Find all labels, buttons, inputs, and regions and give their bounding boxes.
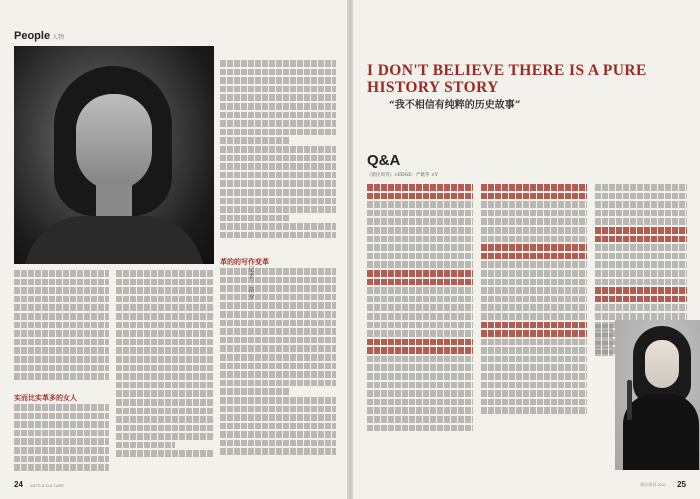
section-tag: People 人物 <box>14 30 65 42</box>
headline-en: I DON'T BELIEVE THERE IS A PURE HISTORY STORY <box>367 62 647 96</box>
vertical-caption: 记者：苗夕 <box>247 266 254 301</box>
body-text-column-1b <box>14 404 109 473</box>
speaker-photo <box>615 320 700 470</box>
qa-column-2 <box>481 184 587 416</box>
page-footer: ARTS & CULTURE <box>30 483 65 488</box>
headline-cn: “我不相信有纯粹的历史故事” <box>389 100 521 111</box>
body-text-column-3 <box>220 60 336 240</box>
section-heading: 实而比实革多的女人 <box>14 394 77 402</box>
qa-column-1 <box>367 184 473 433</box>
body-text-column-2 <box>116 270 214 459</box>
body-text-column-3b <box>220 268 336 457</box>
qa-column-3b <box>595 324 613 358</box>
qa-credit: 《新民周刊》×EDGE：严歌苓 ×Y <box>367 173 438 178</box>
portrait-photo <box>14 46 214 264</box>
qa-title: Q&A <box>367 152 401 169</box>
page-number: 25 <box>677 480 686 489</box>
right-page <box>353 0 700 499</box>
section-heading-2: 革的的写作变革 <box>220 258 269 266</box>
body-text-column-1 <box>14 270 109 382</box>
left-page <box>0 0 347 499</box>
page-number: 24 <box>14 480 23 489</box>
page-footer: 新民周刊 2011 <box>640 482 666 487</box>
